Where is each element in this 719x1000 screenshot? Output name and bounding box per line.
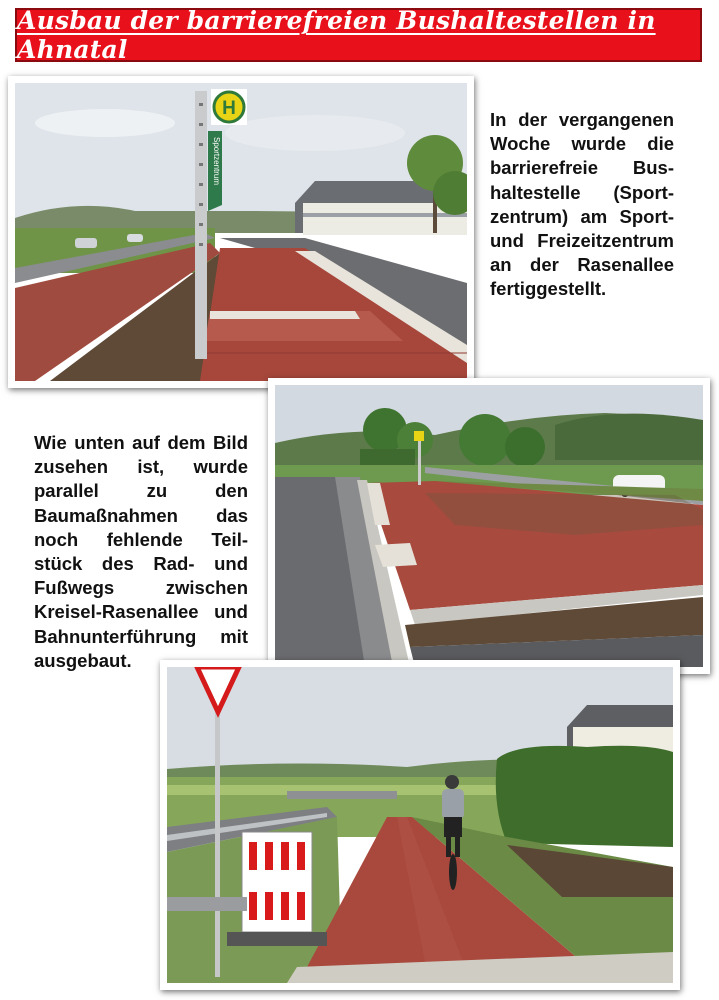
cyclist-photo <box>160 660 680 990</box>
title-banner <box>15 8 702 62</box>
page-title: Ausbau der barrierefreien Bushaltestellen in Ahnatal <box>17 6 656 64</box>
intro-paragraph: In der vergangenen Woche wurde die barrierefreie Bus- haltestelle (Sport- zentrum) am Sport- und Freizeitzentrum an der Rasenallee fertiggestellt. <box>490 109 674 300</box>
bus-stop-photo <box>8 76 474 388</box>
stop-name-sign: Sportzentrum <box>212 137 221 186</box>
bike-path-paragraph: Wie unten auf dem Bild zusehen ist, wurde parallel zu den Baumaßnahmen das noch fehlende Teil- stück des Rad- und Fußwegs zwischen Kreisel-Rasenallee und Bahnunterführung mit ausgebaut. <box>34 432 248 671</box>
bus-stop-h-sign: H <box>222 98 236 119</box>
platform-photo <box>268 378 710 674</box>
